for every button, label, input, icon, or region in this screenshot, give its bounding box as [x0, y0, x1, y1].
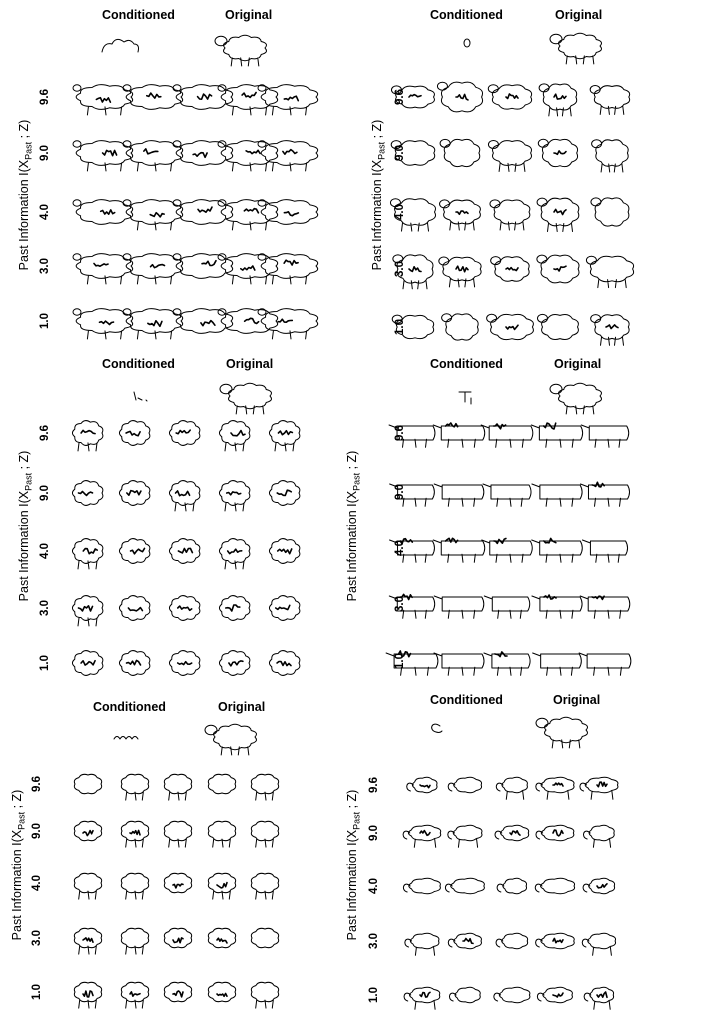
- generated-sample-sketch: [434, 596, 484, 618]
- generated-sample-sketch: [582, 540, 627, 562]
- generated-sample-sketch: [74, 873, 101, 899]
- y-axis-label-subscript: Past: [23, 472, 34, 491]
- row-label: 9.0: [39, 485, 51, 501]
- row-label: 3.0: [394, 261, 406, 277]
- generated-sample-sketch: [123, 200, 183, 230]
- generated-sample-sketch: [583, 825, 614, 847]
- y-axis-label-prefix: Past Information I(X: [9, 829, 24, 941]
- generated-sample-sketch: [73, 85, 133, 115]
- generated-sample-sketch: [173, 200, 233, 225]
- y-axis-label: [17, 451, 34, 602]
- generated-sample-sketch: [490, 200, 530, 230]
- generated-sample-sketch: [123, 254, 183, 284]
- generated-sample-sketch: [404, 987, 440, 1009]
- row-label: 9.0: [394, 484, 406, 500]
- generated-sample-sketch: [218, 141, 278, 171]
- y-axis-label-suffix: ; Z): [9, 789, 24, 812]
- y-axis-label-prefix: Past Information I(X: [344, 829, 359, 941]
- y-axis-label-subscript: Past: [351, 811, 362, 830]
- generated-sample-sketch: [481, 424, 533, 447]
- row-label: 3.0: [368, 933, 380, 949]
- generated-sample-sketch: [258, 309, 318, 339]
- generated-sample-sketch: [72, 651, 102, 676]
- generated-sample-sketch: [496, 777, 527, 799]
- row-label: 3.0: [31, 930, 43, 946]
- generated-sample-sketch: [208, 821, 235, 847]
- generated-sample-sketch: [487, 314, 534, 339]
- generated-sample-sketch: [169, 421, 199, 446]
- generated-sample-sketch: [218, 254, 278, 284]
- generated-sample-sketch: [445, 878, 484, 893]
- y-axis-label-prefix: Past Information I(X: [16, 159, 31, 271]
- y-axis-label-suffix: ; Z): [369, 119, 384, 142]
- generated-sample-sketch: [251, 982, 278, 1008]
- generated-sample-sketch: [169, 651, 199, 676]
- generated-sample-sketch: [580, 777, 618, 799]
- row-label: 1.0: [39, 313, 51, 329]
- original-sheep-sketch: [550, 383, 601, 414]
- row-label: 3.0: [394, 596, 406, 612]
- generated-sample-sketch: [537, 255, 579, 283]
- generated-sample-sketch: [496, 933, 528, 948]
- row-label: 9.6: [394, 425, 406, 441]
- row-label: 1.0: [31, 984, 43, 1000]
- generated-sample-sketch: [538, 139, 577, 166]
- generated-sample-sketch: [269, 481, 299, 506]
- generated-sample-sketch: [483, 484, 531, 506]
- generated-sample-sketch: [586, 256, 633, 287]
- y-axis-label-prefix: Past Information I(X: [16, 490, 31, 602]
- row-label: 9.0: [368, 825, 380, 841]
- generated-sample-sketch: [164, 873, 191, 892]
- original-sheep-sketch: [215, 35, 266, 66]
- generated-sample-sketch: [173, 309, 233, 334]
- generated-sample-sketch: [169, 596, 199, 621]
- generated-sample-sketch: [539, 84, 577, 116]
- generated-sample-sketch: [488, 85, 531, 109]
- row-label: 9.6: [39, 425, 51, 441]
- column-header-conditioned: Conditioned: [102, 357, 175, 371]
- generated-sample-sketch: [73, 141, 133, 171]
- y-axis-label-subscript: Past: [23, 141, 34, 160]
- generated-sample-sketch: [121, 873, 148, 899]
- generated-sample-sketch: [208, 873, 235, 899]
- generated-sample-sketch: [173, 141, 233, 166]
- column-header-original: Original: [225, 8, 273, 22]
- generated-sample-sketch: [433, 538, 484, 562]
- conditioned-stroke-sketch: [114, 737, 138, 740]
- row-label: 9.0: [394, 145, 406, 161]
- row-label: 9.6: [39, 89, 51, 105]
- generated-sample-sketch: [583, 878, 614, 893]
- generated-sample-sketch: [592, 140, 629, 172]
- generated-sample-sketch: [208, 982, 235, 1001]
- generated-sample-sketch: [121, 821, 148, 847]
- y-axis-label-suffix: ; Z): [344, 450, 359, 473]
- generated-sample-sketch: [439, 257, 481, 287]
- original-sheep-sketch: [550, 33, 601, 64]
- generated-sample-sketch: [448, 825, 482, 847]
- generated-sample-sketch: [121, 774, 148, 800]
- generated-sample-sketch: [251, 928, 278, 947]
- generated-sample-sketch: [258, 85, 318, 115]
- generated-sample-sketch: [536, 777, 574, 799]
- generated-sample-sketch: [532, 484, 582, 506]
- row-label: 9.0: [39, 145, 51, 161]
- generated-sample-sketch: [218, 200, 278, 230]
- generated-sample-sketch: [72, 596, 102, 626]
- column-header-original: Original: [218, 700, 266, 714]
- row-label: 4.0: [368, 878, 380, 894]
- generated-sample-sketch: [164, 982, 191, 1001]
- generated-sample-sketch: [72, 539, 102, 569]
- column-header-original: Original: [226, 357, 274, 371]
- column-header-conditioned: Conditioned: [430, 693, 503, 707]
- generated-sample-sketch: [584, 987, 613, 1009]
- generated-sample-sketch: [219, 651, 249, 676]
- generated-sample-sketch: [434, 653, 484, 675]
- generated-sample-sketch: [403, 878, 440, 893]
- generated-sample-sketch: [407, 777, 437, 792]
- generated-sample-sketch: [119, 421, 149, 446]
- generated-sample-sketch: [251, 873, 278, 899]
- row-label: 1.0: [394, 653, 406, 669]
- generated-sample-sketch: [173, 85, 233, 110]
- row-label: 1.0: [39, 655, 51, 671]
- column-header-original: Original: [554, 357, 602, 371]
- generated-sample-sketch: [258, 254, 318, 284]
- original-sheep-sketch: [205, 724, 256, 755]
- generated-sample-sketch: [74, 774, 101, 793]
- generated-sample-sketch: [579, 653, 631, 675]
- generated-sample-sketch: [582, 933, 615, 955]
- generated-sample-sketch: [269, 596, 299, 621]
- y-axis-label-prefix: Past Information I(X: [344, 490, 359, 602]
- y-axis-label: [17, 120, 34, 271]
- column-header-original: Original: [553, 693, 601, 707]
- generated-sample-sketch: [72, 421, 102, 451]
- y-axis-label-suffix: ; Z): [16, 119, 31, 142]
- generated-sample-sketch: [269, 421, 299, 451]
- generated-sample-sketch: [73, 254, 133, 284]
- row-label: 3.0: [39, 258, 51, 274]
- conditioned-stroke-sketch: [102, 39, 139, 52]
- generated-sample-sketch: [169, 481, 199, 511]
- generated-sample-sketch: [164, 928, 191, 947]
- generated-sample-sketch: [532, 595, 582, 618]
- generated-sample-sketch: [73, 309, 133, 339]
- generated-sample-sketch: [535, 878, 574, 893]
- generated-sample-sketch: [537, 314, 578, 339]
- y-axis-label-suffix: ; Z): [344, 789, 359, 812]
- column-header-original: Original: [555, 8, 603, 22]
- row-label: 4.0: [39, 543, 51, 559]
- generated-sample-sketch: [484, 596, 529, 618]
- y-axis-label-prefix: Past Information I(X: [369, 159, 384, 271]
- generated-sample-sketch: [72, 481, 102, 506]
- generated-sample-sketch: [532, 538, 583, 562]
- generated-sample-sketch: [219, 539, 249, 569]
- generated-sample-sketch: [208, 928, 235, 947]
- row-label: 9.6: [368, 777, 380, 793]
- generated-sample-sketch: [536, 933, 575, 948]
- generated-sample-sketch: [258, 141, 318, 171]
- generated-sample-sketch: [73, 200, 133, 225]
- generated-sample-sketch: [434, 484, 484, 506]
- row-label: 9.6: [394, 89, 406, 105]
- generated-sample-sketch: [494, 987, 530, 1002]
- generated-sample-sketch: [269, 539, 299, 564]
- column-header-conditioned: Conditioned: [430, 8, 503, 22]
- generated-sample-sketch: [581, 425, 628, 447]
- row-label: 1.0: [368, 987, 380, 1003]
- generated-sample-sketch: [119, 481, 149, 506]
- y-axis-label: [345, 790, 362, 941]
- generated-sample-sketch: [218, 309, 278, 334]
- generated-sample-sketch: [531, 423, 582, 447]
- row-label: 4.0: [394, 540, 406, 556]
- generated-sample-sketch: [251, 821, 278, 847]
- generated-sample-sketch: [484, 652, 530, 675]
- column-header-conditioned: Conditioned: [102, 8, 175, 22]
- y-axis-label: [10, 790, 27, 941]
- generated-sample-sketch: [269, 651, 299, 676]
- generated-sample-sketch: [119, 596, 149, 621]
- generated-sample-sketch: [537, 987, 572, 1002]
- generated-sample-sketch: [448, 777, 481, 792]
- generated-sample-sketch: [403, 825, 441, 847]
- y-axis-label-subscript: Past: [351, 472, 362, 491]
- y-axis-label-suffix: ; Z): [16, 450, 31, 473]
- row-label: 4.0: [31, 875, 43, 891]
- generated-sample-sketch: [123, 85, 183, 110]
- generated-sample-sketch: [121, 928, 148, 954]
- generated-sample-sketch: [591, 315, 629, 346]
- y-axis-label-subscript: Past: [16, 811, 27, 830]
- generated-sample-sketch: [442, 314, 479, 340]
- generated-sample-sketch: [164, 821, 191, 847]
- column-header-conditioned: Conditioned: [93, 700, 166, 714]
- conditioned-stroke-sketch: [459, 392, 471, 404]
- conditioned-stroke-sketch: [464, 39, 470, 47]
- original-sheep-sketch: [536, 717, 587, 748]
- generated-sample-sketch: [121, 982, 148, 1008]
- generated-sample-sketch: [123, 141, 183, 171]
- generated-sample-sketch: [537, 198, 579, 231]
- generated-sample-sketch: [482, 539, 532, 563]
- generated-sample-sketch: [251, 774, 278, 800]
- conditioned-stroke-sketch: [432, 724, 442, 732]
- generated-sample-sketch: [219, 421, 249, 451]
- row-label: 4.0: [394, 204, 406, 220]
- row-label: 3.0: [39, 600, 51, 616]
- generated-sample-sketch: [449, 987, 480, 1002]
- generated-sample-sketch: [173, 254, 233, 279]
- row-label: 9.6: [31, 776, 43, 792]
- generated-sample-sketch: [591, 198, 629, 226]
- generated-sample-sketch: [218, 85, 278, 115]
- generated-sample-sketch: [433, 423, 484, 447]
- row-label: 1.0: [394, 319, 406, 335]
- column-header-conditioned: Conditioned: [430, 357, 503, 371]
- y-axis-label: [370, 120, 387, 271]
- generated-sample-sketch: [219, 481, 249, 511]
- generated-sample-sketch: [495, 825, 529, 840]
- generated-sample-sketch: [405, 933, 439, 955]
- conditioned-stroke-sketch: [134, 392, 147, 401]
- generated-sample-sketch: [437, 82, 482, 112]
- generated-sample-sketch: [169, 539, 199, 564]
- row-label: 9.0: [31, 823, 43, 839]
- generated-sample-sketch: [119, 539, 149, 564]
- generated-sample-sketch: [208, 774, 235, 793]
- generated-sample-sketch: [74, 928, 101, 954]
- generated-sample-sketch: [491, 257, 529, 282]
- generated-sample-sketch: [497, 878, 526, 893]
- generated-sample-sketch: [448, 933, 481, 948]
- generated-sample-sketch: [74, 821, 101, 840]
- generated-sample-sketch: [440, 200, 481, 230]
- generated-sample-sketch: [590, 86, 630, 115]
- row-label: 4.0: [39, 204, 51, 220]
- generated-sample-sketch: [123, 309, 183, 339]
- generated-sample-sketch: [164, 774, 191, 800]
- generated-sample-sketch: [580, 596, 630, 618]
- generated-sample-sketch: [119, 651, 149, 676]
- y-axis-label: [345, 451, 362, 602]
- generated-sample-sketch: [533, 653, 582, 675]
- original-sheep-sketch: [220, 383, 271, 414]
- generated-sample-sketch: [488, 140, 531, 171]
- generated-sample-sketch: [258, 200, 318, 225]
- generated-sample-sketch: [536, 825, 574, 840]
- generated-sample-sketch: [219, 596, 249, 621]
- generated-sample-sketch: [580, 482, 629, 506]
- generated-sample-sketch: [74, 982, 101, 1008]
- generated-sample-sketch: [440, 139, 480, 166]
- y-axis-label-subscript: Past: [376, 141, 387, 160]
